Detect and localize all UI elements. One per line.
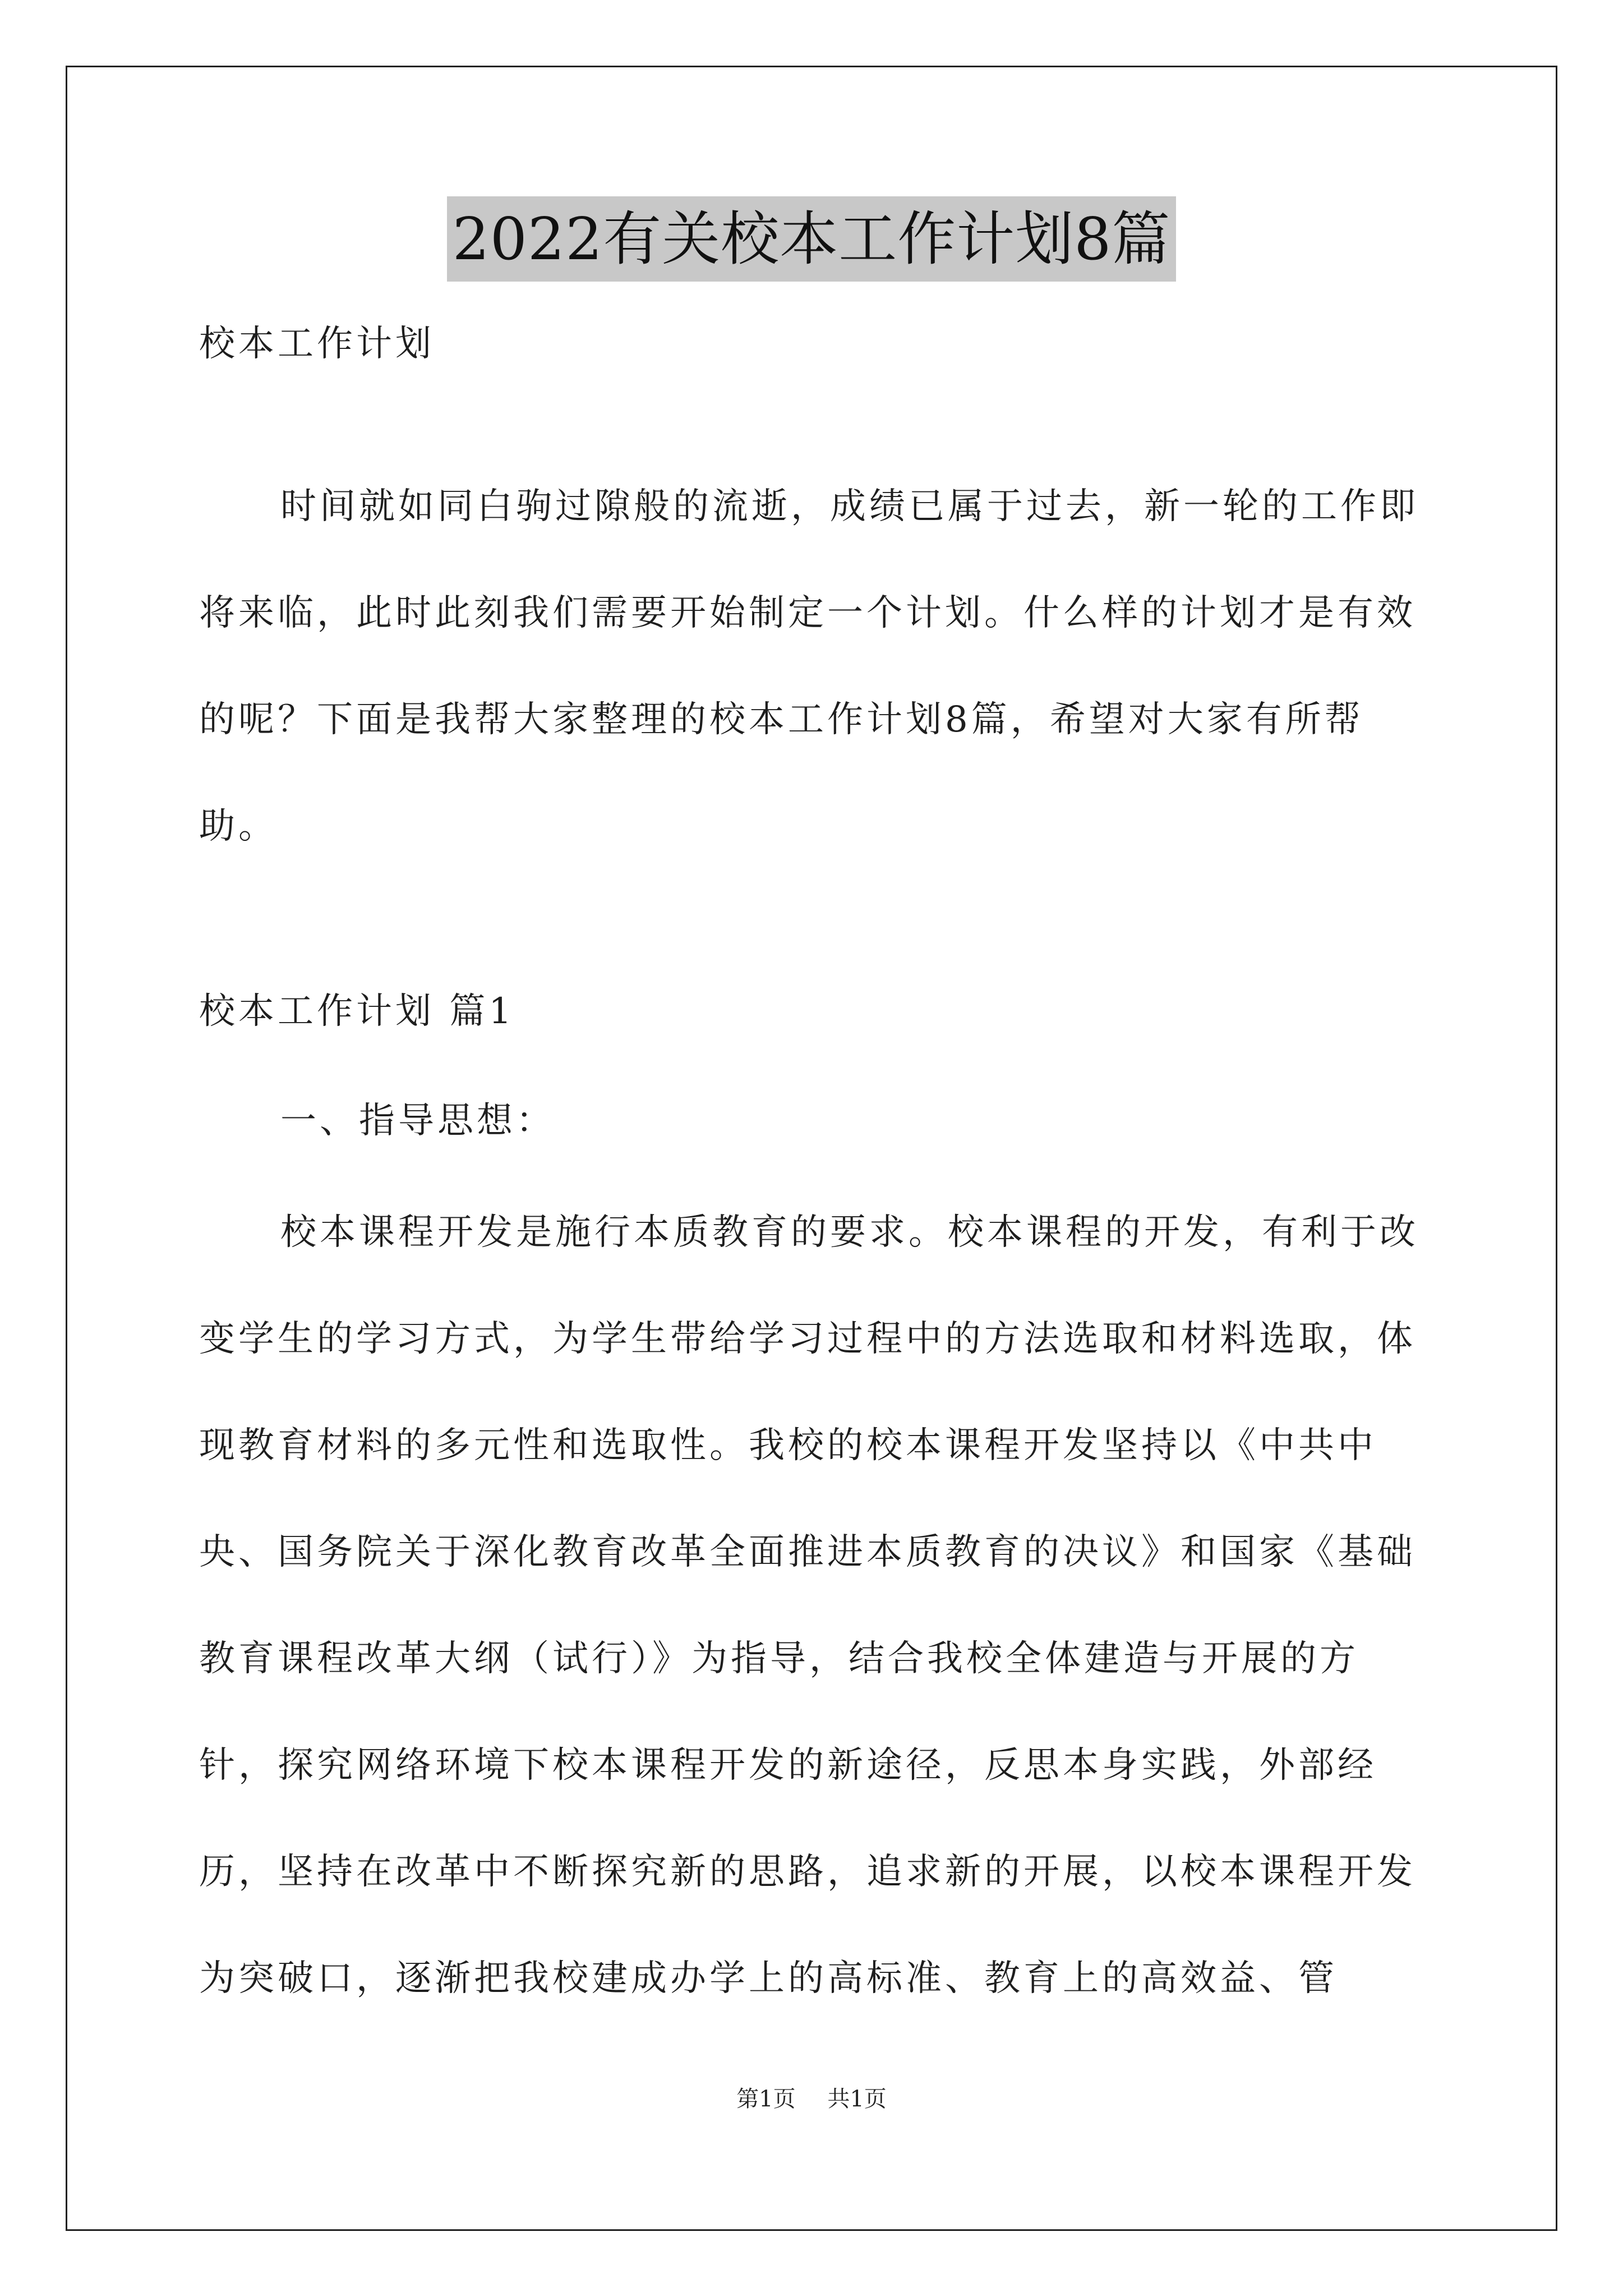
page-number: 第1页 [736, 2086, 796, 2112]
page-footer [0, 2081, 1623, 2113]
main-paragraph: 校本课程开发是施行本质教育的要求。校本课程的开发，有利于改变学生的学习方式，为学生带给学习过程中的方法选取和材料选取，体现教育材料的多元性和选取性。我校的校本课程开发坚持以《中共中央、国务院关于深化教育改革全面推进本质教育的决议》和国家《基础教育课程改革大纲（试行）》为指导，结合我校全体建造与开展的方针，探究网络环境下校本课程开发的新途径，反思本身实践，外部经历，坚持在改革中不断探究新的思路，追求新的开展，以校本课程开发为突破口，逐渐把我校建成办学上的高标准、教育上的高效益、管 [199, 1212, 1419, 1999]
page-total: 共1页 [827, 2086, 887, 2112]
document-title: 2022有关校本工作计划8篇 [447, 196, 1177, 282]
section-heading: 校本工作计划 篇1 [199, 991, 515, 1032]
subheading: 一、指导思想： [280, 1100, 555, 1142]
section-label: 校本工作计划 [199, 323, 435, 365]
intro-paragraph: 时间就如同白驹过隙般的流逝，成绩已属于过去，新一轮的工作即将来临，此时此刻我们需要开始制定一个计划。什么样的计划才是有效的呢？下面是我帮大家整理的校本工作计划8篇，希望对大家有所帮助。 [199, 486, 1419, 847]
title-container [0, 196, 1623, 282]
